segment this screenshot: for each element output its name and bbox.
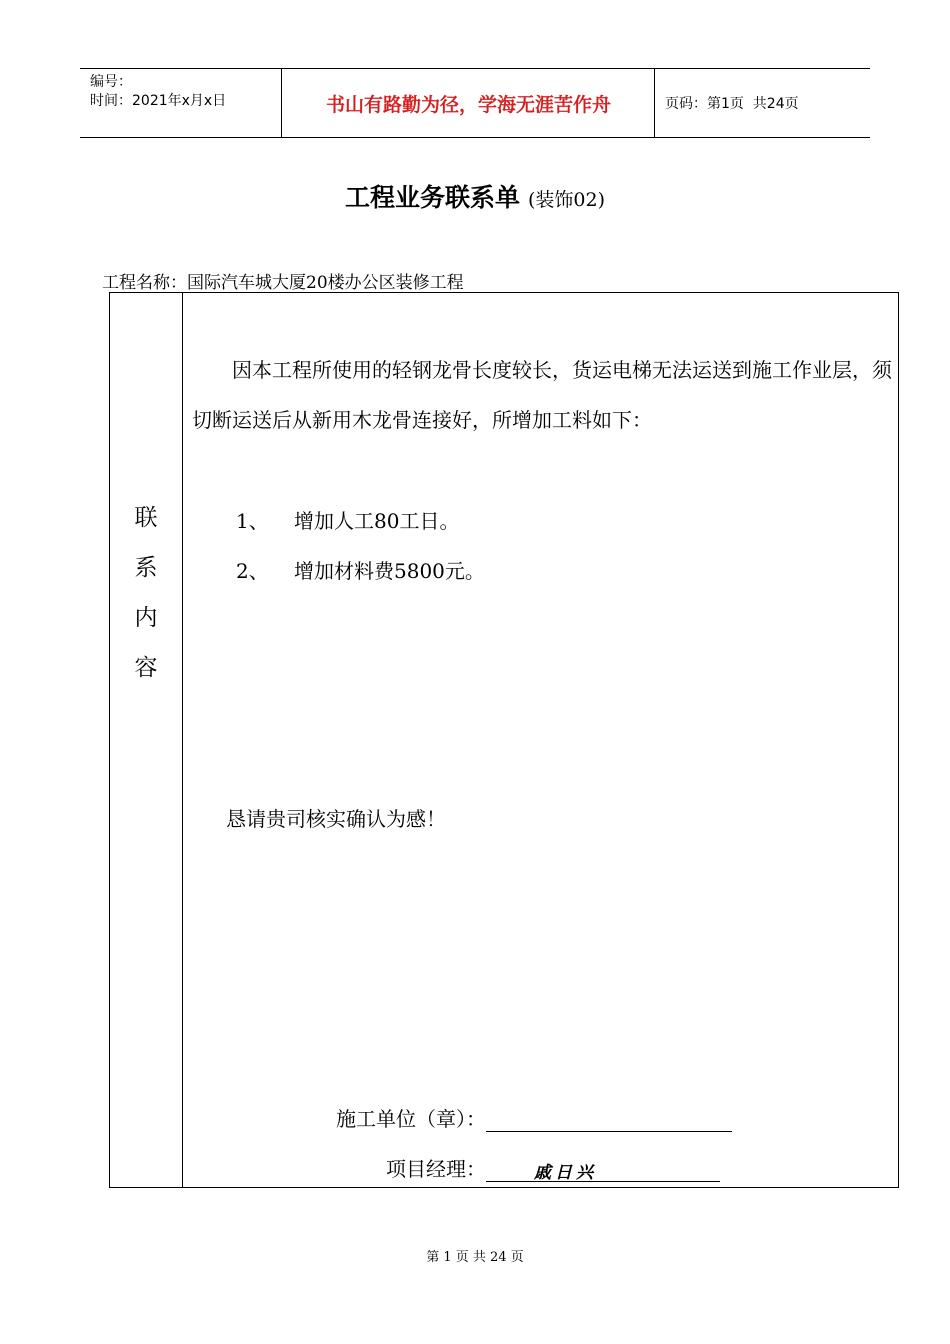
list-item bbox=[236, 555, 485, 584]
contractor-label: 施工单位（章）： bbox=[336, 1107, 486, 1131]
header-meta bbox=[90, 73, 280, 111]
content-paragraph: 因本工程所使用的轻钢龙骨长度较长，货运电梯无法运送到施工作业层，须切断运送后从新用木龙骨连接好，所增加工料如下： bbox=[192, 358, 892, 432]
manager-label: 项目经理： bbox=[386, 1157, 486, 1181]
label-char: 容 bbox=[134, 655, 158, 681]
contact-table bbox=[109, 292, 899, 1188]
label-char: 内 bbox=[134, 605, 158, 631]
label-char: 联 bbox=[134, 505, 158, 531]
title-suffix: (装饰02) bbox=[528, 189, 606, 211]
contractor-signature-line bbox=[486, 1109, 732, 1132]
manager-signature: 戚日兴 bbox=[486, 1158, 720, 1182]
item-number: 1、 bbox=[236, 509, 269, 533]
document-title bbox=[0, 178, 950, 214]
document-date: 时间：2021年x月x日 bbox=[90, 93, 227, 109]
item-text: 增加材料费5800元。 bbox=[294, 559, 485, 583]
project-name: 工程名称：国际汽车城大厦20楼办公区装修工程 bbox=[102, 273, 464, 293]
document-header bbox=[80, 68, 870, 138]
contact-content-label bbox=[110, 493, 182, 693]
title-main: 工程业务联系单 bbox=[344, 183, 520, 212]
closing-line: 恳请贵司核实确认为感！ bbox=[226, 807, 446, 831]
document-number-label: 编号： bbox=[90, 74, 132, 90]
item-number: 2、 bbox=[236, 559, 269, 583]
column-divider bbox=[182, 293, 183, 1187]
page-footer: 第 1 页 共 24 页 bbox=[426, 1250, 524, 1265]
header-motto: 书山有路勤为径，学海无涯苦作舟 bbox=[325, 93, 611, 116]
label-char: 系 bbox=[134, 555, 158, 581]
header-page-info: 页码：第1页 共24页 bbox=[665, 96, 799, 112]
contractor-signature-row bbox=[336, 1103, 732, 1132]
manager-signature-row bbox=[386, 1153, 720, 1182]
item-text: 增加人工80工日。 bbox=[294, 509, 460, 533]
list-item bbox=[236, 505, 459, 534]
